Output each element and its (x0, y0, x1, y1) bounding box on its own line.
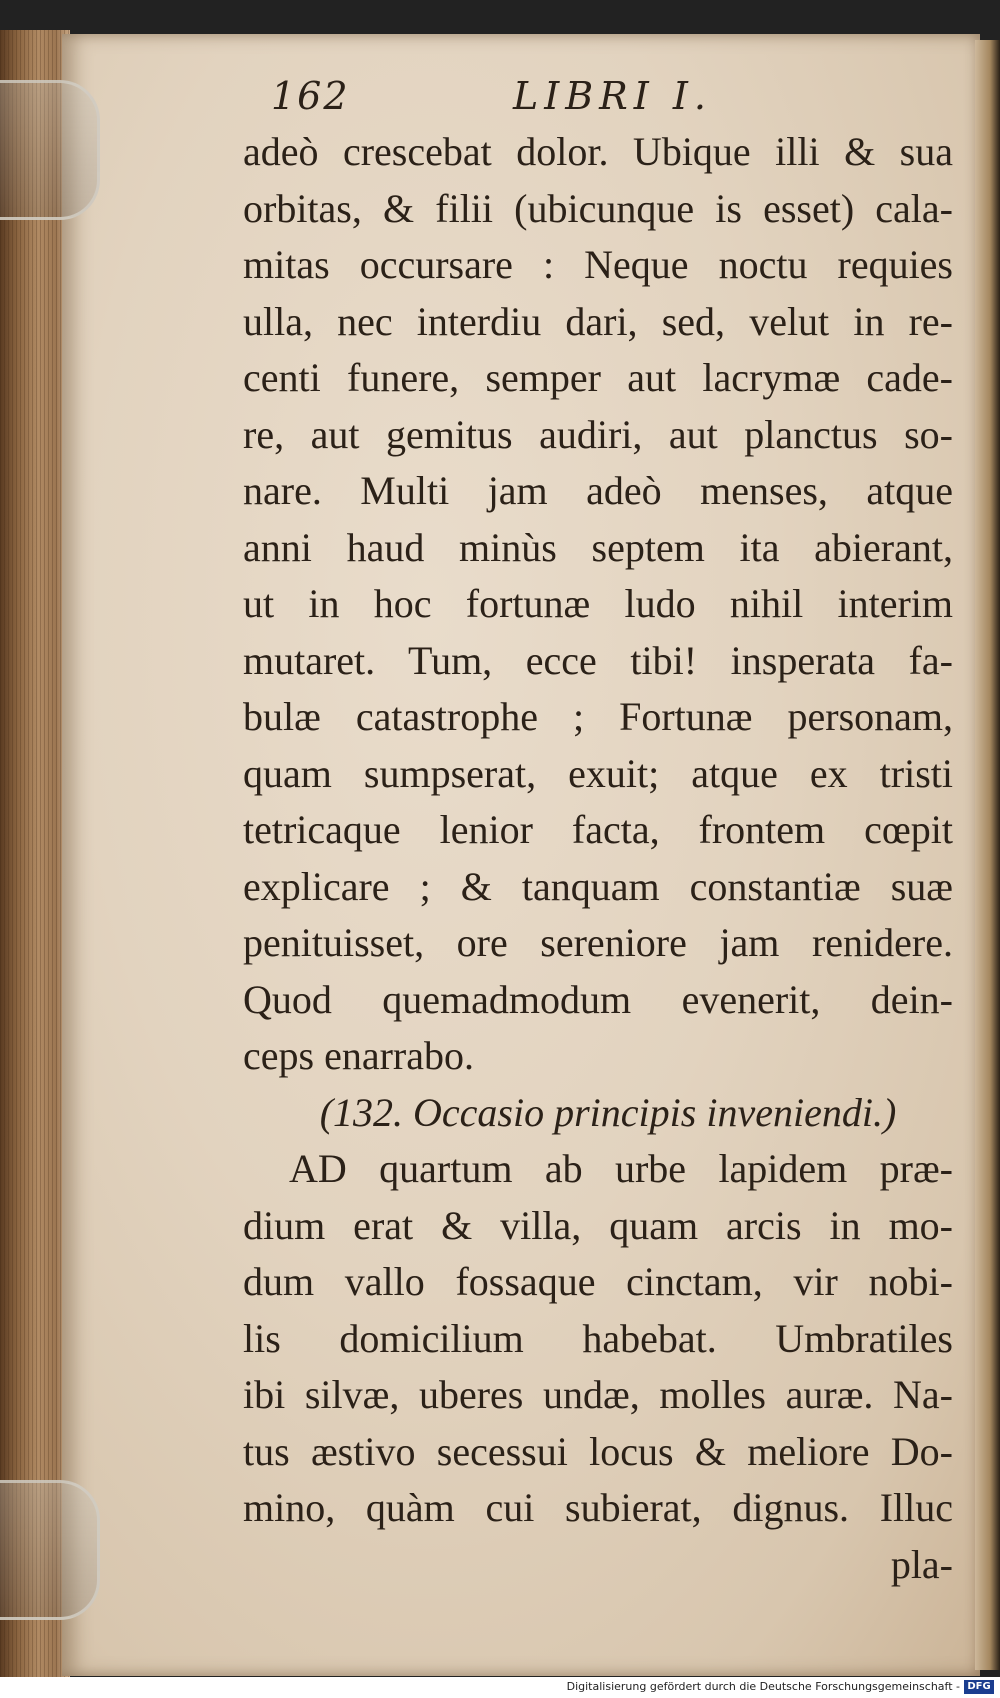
text-line: explicare ; & tanquam constantiæ suæ (243, 863, 953, 909)
running-head: LIBRI I. (513, 74, 712, 118)
catchword: pla- (890, 1541, 953, 1587)
text-line: dum vallo fossaque cinctam, vir nobi- (243, 1259, 953, 1304)
text-line: adeò crescebat dolor. Ubique illi & sua (243, 129, 953, 174)
page-right-edge (975, 40, 1000, 1670)
text-line: Quod quemadmodum evenerit, dein- (243, 976, 953, 1022)
text-line: mitas occursare : Neque noctu requies (243, 242, 953, 287)
section-caption: (132. Occasio principis inveniendi.) (319, 1089, 897, 1135)
digitization-footer (0, 1677, 1000, 1698)
text-line: nare. Multi jam adeò menses, atque (243, 468, 953, 513)
text-line: lis domicilium habebat. Umbratiles (243, 1315, 953, 1361)
text-line: tus æstivo secessui locus & meliore Do- (243, 1428, 953, 1474)
page-clip-bottom (0, 1480, 100, 1620)
text-line: tetricaque lenior facta, frontem cœpit (243, 807, 953, 852)
text-line: mutaret. Tum, ecce tibi! insperata fa- (243, 637, 953, 683)
page-clip-top (0, 80, 100, 220)
body-text (243, 124, 953, 1593)
text-line: quam sumpserat, exuit; atque ex tristi (243, 750, 953, 796)
text-line: anni haud minùs septem ita abierant, (243, 524, 953, 570)
text-line: mino, quàm cui subierat, dignus. Illuc (243, 1485, 953, 1530)
text-block (243, 64, 953, 1593)
dfg-logo: DFG (964, 1680, 994, 1694)
text-line: ceps enarrabo. (243, 1033, 474, 1078)
book-fore-edge (0, 30, 70, 1680)
text-line: centi funere, semper aut lacrymæ cade- (243, 355, 953, 400)
text-line: AD quartum ab urbe lapidem præ- (289, 1146, 953, 1191)
text-line: penituisset, ore sereniore jam renidere. (243, 920, 953, 965)
footer-credit: Digitalisierung gefördert durch die Deutsche Forschungsgemeinschaft - (566, 1680, 960, 1693)
text-line: bulæ catastrophe ; Fortunæ personam, (243, 694, 953, 739)
text-line: dium erat & villa, quam arcis in mo- (243, 1202, 953, 1248)
page-header (243, 64, 953, 124)
text-line: ulla, nec interdiu dari, sed, velut in re- (243, 298, 953, 344)
text-line: ibi silvæ, uberes undæ, molles auræ. Na- (243, 1372, 953, 1417)
page-number: 162 (271, 74, 350, 118)
text-line: orbitas, & filii (ubicunque is esset) cala- (243, 185, 953, 231)
text-line: ut in hoc fortunæ ludo nihil interim (243, 581, 953, 626)
text-line: re, aut gemitus audiri, aut planctus so- (243, 411, 953, 457)
